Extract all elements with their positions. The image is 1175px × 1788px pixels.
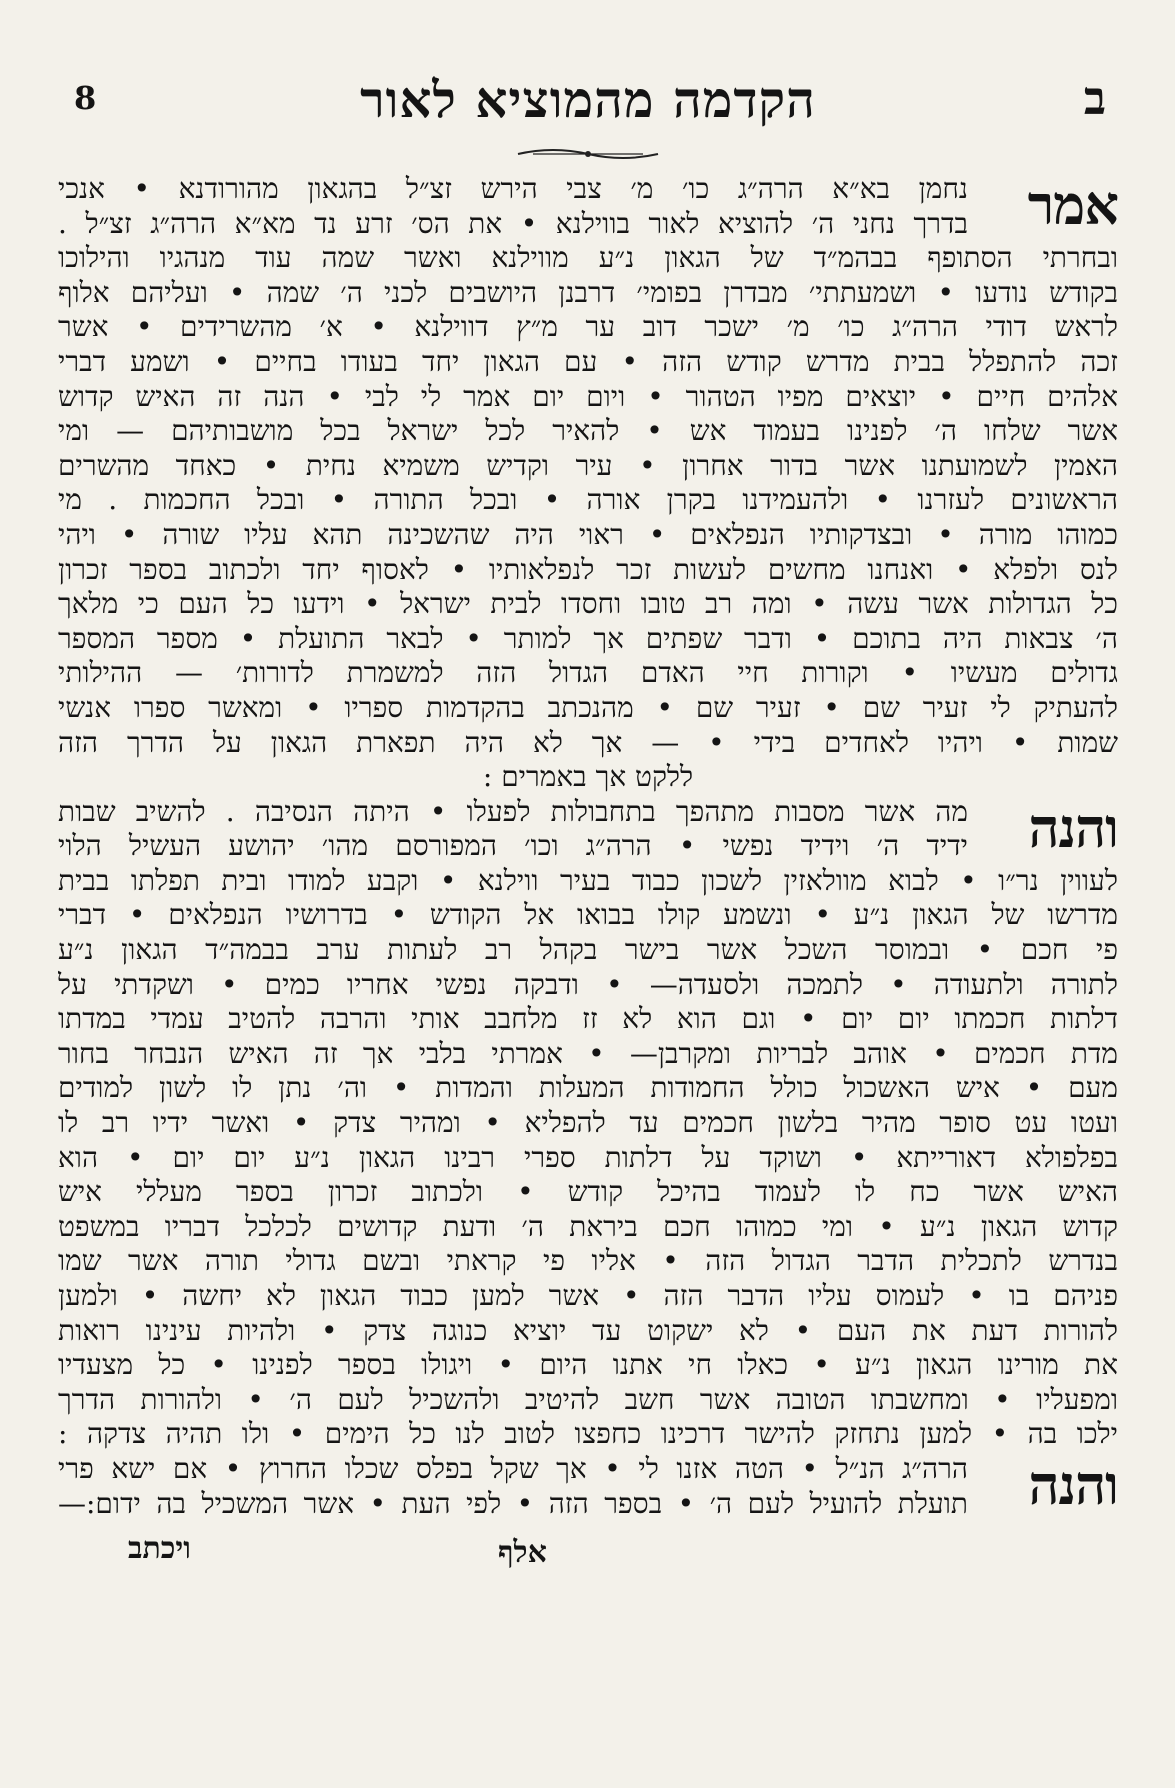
paragraph [58, 172, 1118, 795]
text-line: בקודש נודעו • ושמעתתי׳ מבדרן בפומי׳ דרבנן היושבים לכני ה׳ שמה • ועליהם אלוף [58, 275, 1118, 309]
body-text [58, 172, 1118, 1521]
text-line: לנס ולפלא • ואנחנו מחשים לעשות זכר לנפלאותיו • לאסוף יחד ולכתוב בספר זכרון [58, 552, 1118, 586]
text-line: ובחרתי הסתופף בבהמ״ד של הגאון נ״ע מווילנא ואשר שמה עוד מנהגיו והילוכו [58, 241, 1118, 275]
text-line: לעווין נר״ו • לבוא מוולאזין לשכון כבוד בעיר ווילנא • וקבע למודו ובית תפלתו בבית [58, 863, 1118, 897]
text-line: לראש דודי הרה״ג כו׳ מ׳ ישכר דוב ער מ״ץ דווילנא • א׳ מהשרידים • אשר [58, 310, 1118, 344]
text-line: את מורינו הגאון נ״ע • כאלו חי אתנו היום • ויגולו בספר לפנינו • כל מצעדיו [58, 1348, 1118, 1382]
text-line: מדת חכמים • אוהב לבריות ומקרבן— • אמרתי בלבי אך זה האיש הנבחר בחור [58, 1036, 1118, 1070]
paragraph [58, 795, 1118, 1452]
page-footer [58, 1529, 1118, 1589]
text-line: האיש אשר כח לו לעמוד בהיכל קודש • ולכתוב זכרון בספר מעללי איש [58, 1175, 1118, 1209]
closing-line: ללקט אך באמרים : [482, 760, 694, 794]
folio-number: 8 [74, 79, 97, 117]
text-line: להעתיק לי זעיר שם • זעיר שם • מהנכתב בהקדמות ספריו • ומאשר ספרו אנשי [58, 690, 1118, 724]
text-line: כל הגדולות אשר עשה • ומה רב טובו וחסדו לבית ישראל • וידעו כל העם כי מלאך [58, 587, 1118, 621]
text-line: ידיד ה׳ וידיד נפשי • הרה״ג וכו׳ המפורסם מהו׳ יהושע העשיל הלוי [58, 829, 968, 863]
text-line: אשר שלחו ה׳ לפנינו בעמוד אש • להאיר לכל ישראל בכל מושבותיהם — ומי [58, 414, 1118, 448]
text-line: פניהם בו • לעמוס עליו הדבר הזה • אשר למען כבוד הגאון לא יחשה • ולמען [58, 1279, 1118, 1312]
paragraph-opener-word: אמר [1027, 173, 1118, 237]
text-line: נחמן בא״א הרה״ג כו׳ מ׳ צבי הירש זצ״ל בהגאון מהורודנא • אנכי [58, 172, 968, 205]
text-line: דלתות חכמתו יום יום • וגם הוא לא זז מלחבב אותי והרבה להטיב עמדי במדתו [58, 1002, 1118, 1036]
text-line: האמין לשמועתנו אשר בדור אחרון • עיר וקדיש משמיא נחית • כאחד מהשרים [58, 448, 1118, 482]
text-line: מעם • איש האשכול כולל החמודות המעלות והמדות • וה׳ נתן לו לשון למודים [58, 1071, 1118, 1105]
book-page [58, 60, 1118, 1760]
text-line: בדרך נחני ה׳ להוציא לאור בווילנא • את הס׳ זרע נד מא״א הרה״ג זצ״ל . [58, 206, 968, 240]
catchword: ויכתב [128, 1531, 191, 1567]
paragraph-opener-word: והנה [1028, 795, 1118, 860]
text-line: קדוש הגאון נ״ע • ומי כמוהו חכם ביראת ה׳ ודעת קדושים לכלכל דבריו במשפט [58, 1209, 1118, 1243]
page-header [58, 60, 1118, 140]
text-line: שמות • ויהיו לאחדים בידי • — אך לא היה תפארת הגאון על הדרך הזה [58, 725, 1118, 759]
text-line: תועלת להועיל לעם ה׳ • בספר הזה • לפי העת • אשר המשכיל בה ידום:— [58, 1486, 968, 1520]
signature-mark: אלף [498, 1535, 547, 1571]
text-line: בפלפולא דאורייתא • ושוקד על דלתות ספרי רבינו הגאון נ״ע יום יום • הוא [58, 1140, 1118, 1174]
flourish-divider-icon [58, 140, 1118, 168]
text-line: ועטו עט סופר מהיר בלשון חכמים עד להפליא • ומהיר צדק • ואשר ידיו רב לו [58, 1106, 1118, 1140]
text-line: בנדרש לתכלית הדבר הגדול הזה • אליו פי קראתי ובשם גדולי תורה אשר שמו [58, 1244, 1118, 1278]
text-line: ילכו בה • למען נתחזק להישר דרכינו כחפצו לטוב לנו כל הימים • ולו תהיה צדקה : [58, 1417, 1118, 1451]
text-line: להורות דעת את העם • לא ישקוט עד יוציא כנוגה צדק • ולהיות עינינו רואות [58, 1313, 1118, 1347]
text-line: הרה״ג הנ״ל • הטה אזנו לי • אך שקל בפלס שכלו החרוץ • אם ישא פרי [58, 1451, 968, 1485]
text-line: ומפעליו • ומחשבתו הטובה אשר חשב להיטיב ולהשכיל לעם ה׳ • ולהורות הדרך [58, 1382, 1118, 1416]
text-line: לתורה ולתעודה • לתמכה ולסעדה— • ודבקה נפשי אחריו כמים • ושקדתי על [58, 967, 1118, 1001]
text-line: כמוהו מורה • ובצדקותיו הנפלאים • ראוי היה שהשכינה תהא עליו שורה • ויהי [58, 517, 1118, 551]
text-line: מדרשו של הגאון נ״ע • ונשמע קולו בבואו אל הקודש • בדרושיו הנפלאים • דברי [58, 898, 1118, 932]
text-line: גדולים מעשיו • וקורות חיי האדם הגדול הזה למשמרת לדורות׳ — ההילותי [58, 656, 1118, 690]
page-title: הקדמה מהמוציא לאור [360, 70, 816, 129]
paragraph-opener-word: והנה [1028, 1452, 1118, 1517]
paragraph [58, 1452, 1118, 1521]
text-line: מה אשר מסבות מתהפך בתחבולות לפעלו • היתה הנסיבה . להשיב שבות [58, 794, 968, 828]
text-line: הראשונים לעזרנו • ולהעמידנו בקרן אורה • ובכל התורה • ובכל החכמות . מי [58, 483, 1118, 517]
folio-letter: ב [1083, 71, 1106, 125]
text-line: פי חכם • ובמוסר השכל אשר בישר בקהל רב לעתות ערב בבמה״ד הגאון נ״ע [58, 933, 1118, 967]
text-line: זכה להתפלל בבית מדרש קודש הזה • עם הגאון יחד בעודו בחיים • ושמע דברי [58, 344, 1118, 378]
text-line: ה׳ צבאות היה בתוכם • ודבר שפתים אך למותר • לבאר התועלת • מספר המספר [58, 621, 1118, 655]
text-line: אלהים חיים • יוצאים מפיו הטהור • ויום יום אמר לי לבי • הנה זה האיש קדוש [58, 379, 1118, 413]
